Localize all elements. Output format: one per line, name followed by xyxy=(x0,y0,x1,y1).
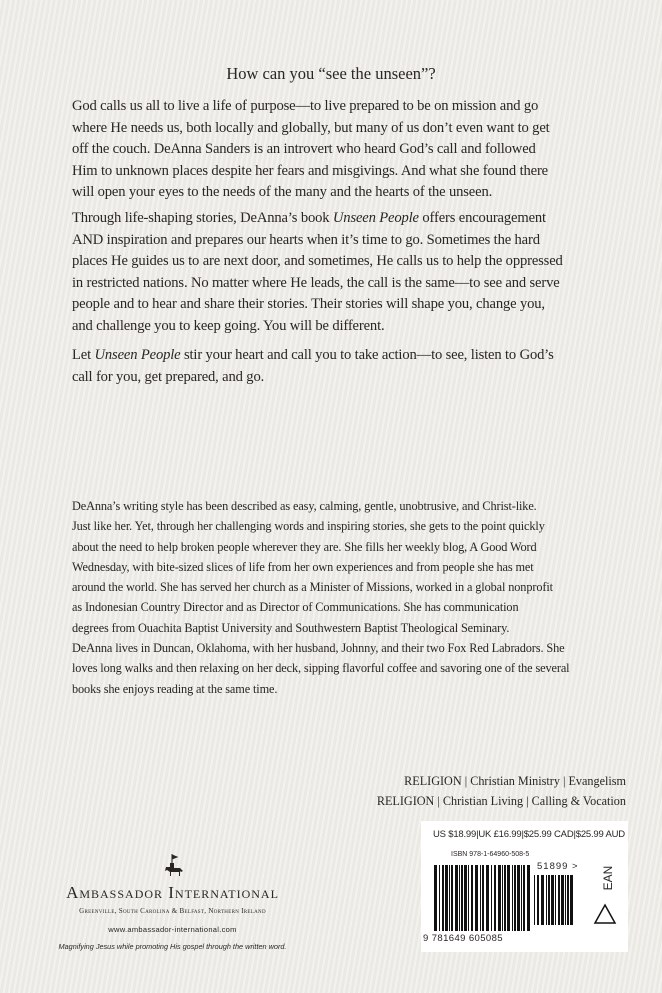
text-segment: as Indonesian Country Director and as Director of Communications. She has communication xyxy=(72,600,519,615)
text-line xyxy=(72,208,563,230)
text-segment: off the couch. DeAnna Sanders is an introvert who heard God’s call and followed xyxy=(72,141,536,157)
text-line xyxy=(72,496,569,516)
text-line xyxy=(72,577,569,597)
text-line xyxy=(72,161,550,183)
barcode-bar xyxy=(507,865,510,931)
barcode-bar xyxy=(471,865,473,931)
publisher-name: Ambassador International xyxy=(66,883,279,902)
text-line xyxy=(72,597,569,617)
price-line: US $18.99|UK £16.99|$25.99 CAD|$25.99 AUD xyxy=(433,829,625,840)
text-segment: degrees from Ouachita Baptist University and Southwestern Baptist Theological Seminary. xyxy=(72,620,510,635)
barcode-bar xyxy=(464,865,467,931)
text-segment: stir your heart and call you to take action—to see, listen to God’s xyxy=(180,347,554,363)
text-segment: people and to hear and share their stories. Their stories will shape you, change you, xyxy=(72,296,545,312)
barcode-bar xyxy=(570,875,573,925)
triangle-icon xyxy=(593,903,617,925)
barcode-bar xyxy=(459,865,460,931)
text-line xyxy=(72,679,569,699)
barcode-bar xyxy=(468,865,469,931)
barcode-bar xyxy=(517,865,520,931)
isbn-barcode xyxy=(434,865,530,931)
barcode-bar xyxy=(534,875,535,925)
text-segment: where He needs us, both locally and globally, but many of us don’t even want to get xyxy=(72,119,550,136)
barcode-bar xyxy=(445,865,448,931)
barcode-bar xyxy=(434,865,437,931)
barcode-bar xyxy=(461,865,463,931)
barcode-bar xyxy=(491,865,492,931)
text-segment: Let xyxy=(72,347,95,363)
barcode-bar xyxy=(498,865,501,931)
text-line xyxy=(72,294,563,316)
isbn: ISBN 978-1-64960-508-5 xyxy=(451,851,530,858)
text-segment: in restricted nations. No matter where He leads, the call is the same—to see and serve xyxy=(72,274,560,291)
barcode-bar xyxy=(523,865,525,931)
text-line xyxy=(72,516,569,536)
text-line xyxy=(72,139,550,161)
barcode-bar xyxy=(502,865,503,931)
text-line xyxy=(72,638,569,658)
text-segment: Through life-shaping stories, DeAnna’s book xyxy=(72,210,333,226)
text-segment: books she enjoys reading at the same time. xyxy=(72,681,278,696)
blurb-paragraph-2 xyxy=(72,208,563,337)
text-segment: AND inspiration and prepares our hearts when it’s time to go. Sometimes the hard xyxy=(72,231,540,248)
barcode-bar xyxy=(555,875,556,925)
barcode-bar xyxy=(548,875,550,925)
text-line xyxy=(72,367,554,389)
horse-rider-logo-icon xyxy=(158,853,188,883)
blurb-paragraph-3 xyxy=(72,345,554,388)
blurb-paragraph-1 xyxy=(72,96,550,204)
text-segment: loves long walks and then relaxing on her deck, sipping flavorful coffee and savoring one of the several xyxy=(72,661,570,676)
text-segment: Him to unknown places despite her fears and misgivings. And what she found there xyxy=(72,162,548,179)
publisher-tagline: Magnifying Jesus while promoting His gospel through the written word. xyxy=(58,942,287,951)
barcode-bar xyxy=(480,865,481,931)
text-line xyxy=(72,251,563,273)
text-segment: will open your eyes to the needs of the many and the hearts of the unseen. xyxy=(72,184,493,200)
barcode-bar xyxy=(442,865,444,931)
barcode-bar xyxy=(546,875,547,925)
category-line-1: RELIGION | Christian Ministry | Evangelism xyxy=(404,774,626,788)
ean-label: EAN xyxy=(601,865,615,891)
barcode-bar xyxy=(512,865,513,931)
barcode-bar xyxy=(455,865,458,931)
text-segment: offers encouragement xyxy=(418,210,546,226)
text-segment: and challenge you to keep going. You will be different. xyxy=(72,317,385,334)
text-line xyxy=(72,230,563,252)
book-title: Unseen People xyxy=(332,210,419,226)
text-segment: DeAnna lives in Duncan, Oklahoma, with her husband, Johnny, and their two Fox Red Labradors. She xyxy=(72,641,565,656)
addon-number: 51899 > xyxy=(537,861,579,872)
text-line xyxy=(72,182,550,204)
publisher-website[interactable]: www.ambassador-international.com xyxy=(108,925,237,934)
barcode-bar xyxy=(527,865,530,931)
barcode-number: 9 781649 605085 xyxy=(423,933,503,944)
text-segment: Just like her. Yet, through her challenging words and inspiring stories, she gets to the point quickly xyxy=(72,519,545,534)
barcode-bar xyxy=(521,865,522,931)
category-line-2: RELIGION | Christian Living | Calling & Vocation xyxy=(376,794,626,808)
barcode-bar xyxy=(494,865,496,931)
addon-barcode xyxy=(534,875,574,925)
barcode-bar xyxy=(537,875,539,925)
text-line xyxy=(72,658,569,678)
text-segment: God calls us all to live a life of purpose—to live prepared to be on mission and go xyxy=(72,98,539,114)
text-line xyxy=(72,345,554,367)
text-line xyxy=(72,618,569,638)
text-line xyxy=(72,118,550,140)
text-line xyxy=(72,537,569,557)
text-segment: about the need to help broken people wherever they are. She fills her weekly blog, A Good Word xyxy=(72,539,537,554)
text-segment: call for you, get prepared, and go. xyxy=(72,368,265,385)
barcode-bar xyxy=(558,875,560,925)
barcode-bar xyxy=(551,875,554,925)
barcode-bar xyxy=(482,865,484,931)
text-line xyxy=(72,96,550,118)
author-bio xyxy=(72,496,569,699)
text-line xyxy=(72,557,569,577)
barcode-bar xyxy=(439,865,440,931)
barcode-bar xyxy=(514,865,516,931)
book-title: Unseen People xyxy=(94,347,181,363)
barcode-bar xyxy=(565,875,566,925)
barcode-bar xyxy=(449,865,450,931)
barcode-bar xyxy=(486,865,489,931)
barcode-bar xyxy=(567,875,569,925)
barcode-bar xyxy=(451,865,453,931)
text-segment: DeAnna’s writing style has been described as easy, calming, gentle, unobtrusive, and Christ-like. xyxy=(72,499,537,513)
text-segment: places He guides us to are next door, and sometimes, He calls us to help the oppressed xyxy=(72,253,563,269)
barcode-bar xyxy=(504,865,506,931)
barcode-box xyxy=(421,821,628,952)
text-segment: Wednesday, with bite-sized slices of life from her own experiences and from people she has met xyxy=(72,559,534,574)
back-cover-heading: How can you “see the unseen”? xyxy=(226,64,436,83)
barcode-bar xyxy=(541,875,544,925)
text-segment: around the world. She has served her church as a Minister of Missions, worked in a global nonprofit xyxy=(72,580,553,595)
barcode-bar xyxy=(561,875,564,925)
publisher-location: Greenville, South Carolina & Belfast, Northern Ireland xyxy=(79,907,266,915)
barcode-bar xyxy=(475,865,478,931)
text-line xyxy=(72,273,563,295)
text-line xyxy=(72,316,563,338)
